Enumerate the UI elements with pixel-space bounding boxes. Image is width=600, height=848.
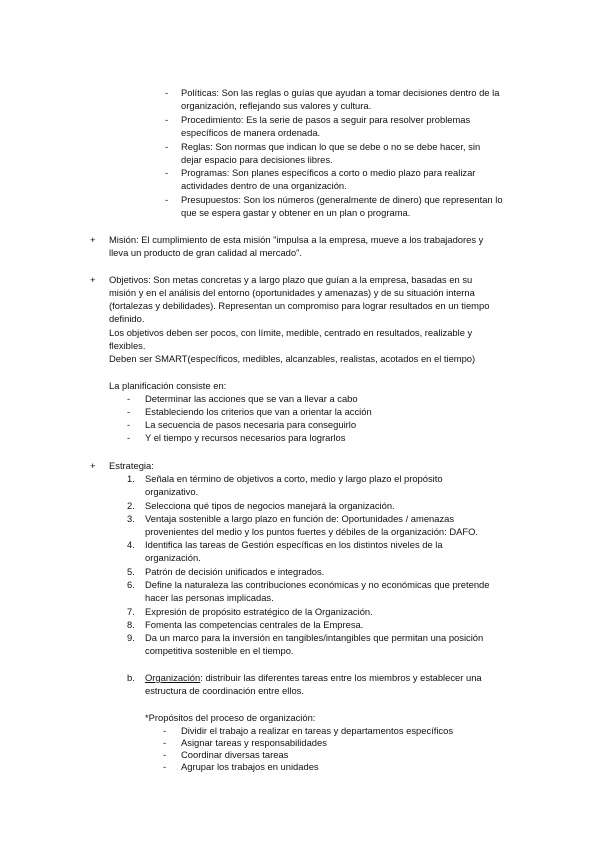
list-dash: - bbox=[127, 419, 131, 430]
list-number: 3. bbox=[127, 513, 135, 524]
estrategia-item-line: Selecciona qué tipos de negocios manejará la organización. bbox=[145, 500, 395, 511]
estrategia-item-line: Ventaja sostenible a largo plazo en función de: Oportunidades / amenazas bbox=[145, 513, 455, 524]
list-item-line: específicos de manera ordenada. bbox=[181, 127, 321, 138]
planificacion-item: La secuencia de pasos necesaria para conseguirlo bbox=[145, 419, 357, 430]
list-number: 1. bbox=[127, 473, 135, 484]
mision-line: Misión: El cumplimiento de esta misión "impulsa a la empresa, mueve a los trabajadores y bbox=[109, 234, 484, 245]
list-item-line: que se espera gastar y obtener en un plan o programa. bbox=[181, 207, 411, 218]
list-dash: - bbox=[165, 114, 169, 125]
planificacion-item: Y el tiempo y recursos necesarios para lograrlos bbox=[145, 432, 346, 443]
planificacion-item: Determinar las acciones que se van a llevar a cabo bbox=[145, 393, 358, 404]
list-number: 5. bbox=[127, 566, 135, 577]
estrategia-item-line: competitiva sostenible en el tiempo. bbox=[145, 645, 294, 656]
list-dash: - bbox=[163, 725, 167, 736]
list-item-line: Políticas: Son las reglas o guías que ayudan a tomar decisiones dentro de la bbox=[181, 87, 500, 98]
objetivos-line: definido. bbox=[109, 313, 145, 324]
list-dash: - bbox=[127, 432, 131, 443]
list-item-line: actividades dentro de una organización. bbox=[181, 180, 347, 191]
objetivos-line: Deben ser SMART(específicos, medibles, alcanzables, realistas, acotados en el tiempo) bbox=[109, 353, 476, 364]
list-dash: - bbox=[165, 167, 169, 178]
estrategia-item-line: Patrón de decisión unificados e integrados. bbox=[145, 566, 325, 577]
list-item-line: organización, reflejando sus valores y cultura. bbox=[181, 100, 372, 111]
plus-bullet: + bbox=[90, 234, 96, 245]
organizacion-line bbox=[145, 671, 482, 684]
list-number: 8. bbox=[127, 619, 135, 630]
mision-line: lleva un producto de gran calidad al mercado". bbox=[109, 247, 303, 258]
estrategia-item-line: Define la naturaleza las contribuciones económicas y no económicas que pretende bbox=[145, 579, 490, 590]
list-item-line: dejar espacio para decisiones libres. bbox=[181, 154, 333, 165]
list-dash: - bbox=[163, 749, 167, 760]
list-number: 2. bbox=[127, 500, 135, 511]
organizacion-term: Organización bbox=[145, 672, 201, 683]
list-dash: - bbox=[163, 737, 167, 748]
estrategia-item-line: Identifica las tareas de Gestión específicas en los distintos niveles de la bbox=[145, 539, 443, 550]
list-dash: - bbox=[165, 141, 169, 152]
list-item-line: Reglas: Son normas que indican lo que se debe o no se debe hacer, sin bbox=[181, 141, 481, 152]
plus-bullet: + bbox=[90, 460, 96, 471]
planificacion-item: Estableciendo los criterios que van a orientar la acción bbox=[145, 406, 372, 417]
objetivos-line: Objetivos: Son metas concretas y a largo plazo que guían a la empresa, basadas en su bbox=[109, 274, 473, 285]
propositos-item: Asignar tareas y responsabilidades bbox=[181, 737, 327, 748]
objetivos-line: misión y en el análisis del entorno (oportunidades y amenazas) y de su situación interna bbox=[109, 287, 475, 298]
objetivos-line: (fortalezas y debilidades). Representan un compromiso para lograr resultados en un tiempo bbox=[109, 300, 490, 311]
list-dash: - bbox=[163, 761, 167, 772]
objetivos-line: flexibles. bbox=[109, 340, 146, 351]
list-number: 7. bbox=[127, 606, 135, 617]
estrategia-item-line: Señala en término de objetivos a corto, medio y largo plazo el propósito bbox=[145, 473, 443, 484]
list-dash: - bbox=[127, 406, 131, 417]
propositos-item: Dividir el trabajo a realizar en tareas y departamentos específicos bbox=[181, 725, 454, 736]
estrategia-item-line: Expresión de propósito estratégico de la Organización. bbox=[145, 606, 373, 617]
objetivos-line: Los objetivos deben ser pocos, con límite, medible, centrado en resultados, realizable y bbox=[109, 327, 473, 338]
estrategia-item-line: organizativo. bbox=[145, 486, 199, 497]
list-item-line: Presupuestos: Son los números (generalmente de dinero) que representan lo bbox=[181, 194, 503, 205]
propositos-item: Coordinar diversas tareas bbox=[181, 749, 289, 760]
estrategia-item-line: Da un marco para la inversión en tangibles/intangibles que permitan una posición bbox=[145, 632, 484, 643]
planificacion-title: La planificación consiste en: bbox=[109, 380, 227, 391]
list-dash: - bbox=[165, 87, 169, 98]
list-letter: b. bbox=[127, 672, 135, 683]
list-item-line: Programas: Son planes específicos a corto o medio plazo para realizar bbox=[181, 167, 476, 178]
estrategia-item-line: organización. bbox=[145, 552, 201, 563]
propositos-title: *Propósitos del proceso de organización: bbox=[145, 712, 316, 723]
list-number: 9. bbox=[127, 632, 135, 643]
estrategia-item-line: hacer las personas implicadas. bbox=[145, 592, 274, 603]
plus-bullet: + bbox=[90, 274, 96, 285]
list-number: 4. bbox=[127, 539, 135, 550]
propositos-item: Agrupar los trabajos en unidades bbox=[181, 761, 319, 772]
list-item-line: Procedimiento: Es la serie de pasos a seguir para resolver problemas bbox=[181, 114, 471, 125]
list-dash: - bbox=[165, 194, 169, 205]
organizacion-definition: : distribuir las diferentes tareas entre los miembros y establecer una bbox=[200, 672, 482, 683]
list-number: 6. bbox=[127, 579, 135, 590]
estrategia-item-line: provenientes del medio y los puntos fuertes y débiles de la organización: DAFO. bbox=[145, 526, 478, 537]
estrategia-item-line: Fomenta las competencias centrales de la Empresa. bbox=[145, 619, 364, 630]
estrategia-title: Estrategia: bbox=[109, 460, 154, 471]
list-dash: - bbox=[127, 393, 131, 404]
organizacion-line: estructura de coordinación entre ellos. bbox=[145, 685, 304, 696]
